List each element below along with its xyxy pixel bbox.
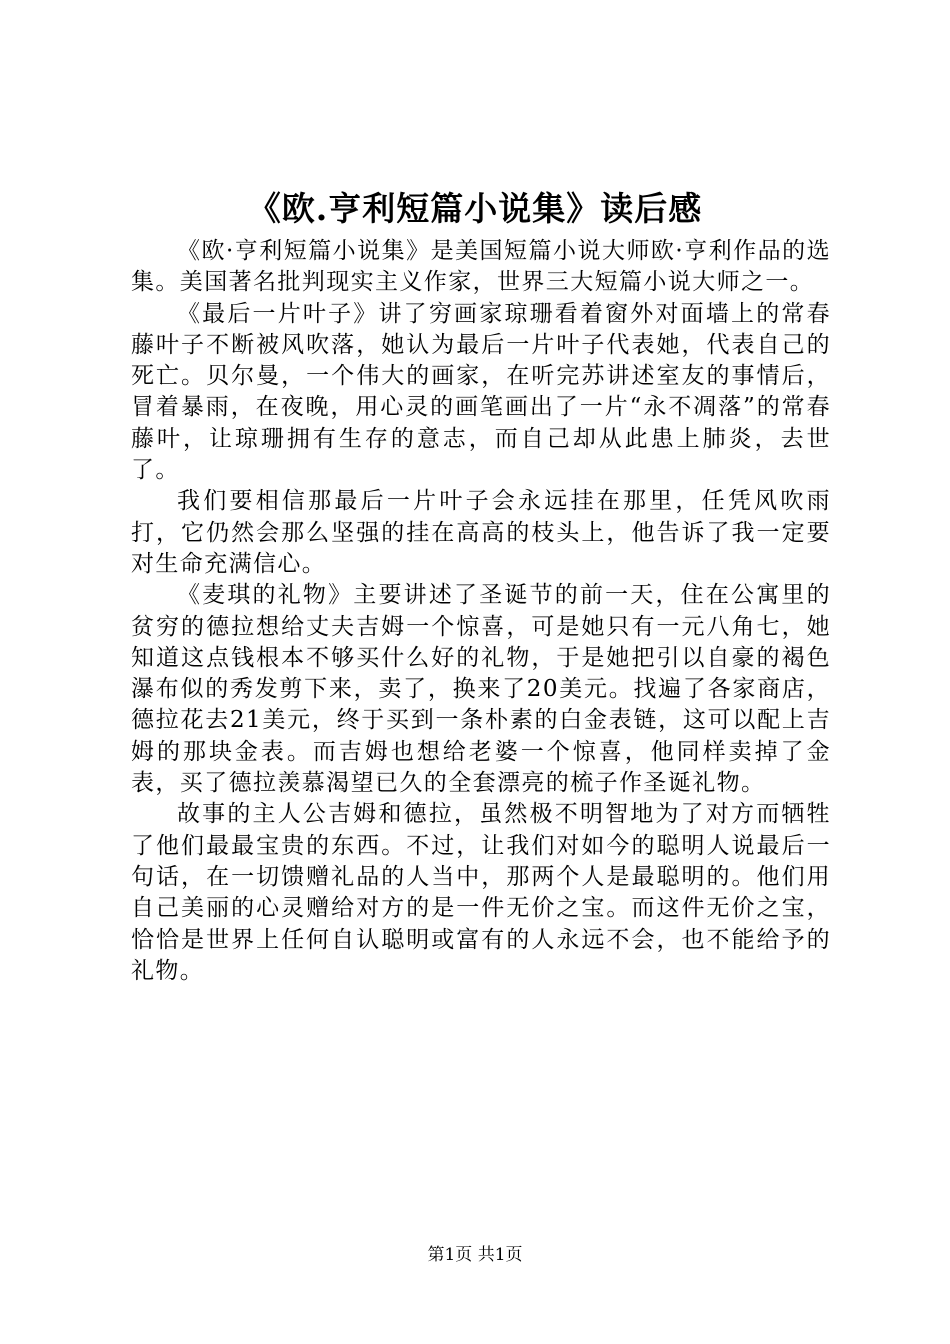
document-body	[131, 236, 831, 987]
paragraph-last-leaf: 《最后一片叶子》讲了穷画家琼珊看着窗外对面墙上的常春藤叶子不断被风吹落，她认为最后一片叶子代表她，代表自己的死亡。贝尔曼，一个伟大的画家，在听完苏讲述室友的事情后，冒着暴雨，在夜晚，用心灵的画笔画出了一片“永不凋落”的常春藤叶，让琼珊拥有生存的意志，而自己却从此患上肺炎，去世了。	[131, 300, 831, 484]
paragraph-conclusion: 故事的主人公吉姆和德拉，虽然极不明智地为了对方而牺牲了他们最最宝贵的东西。不过，让我们对如今的聪明人说最后一句话，在一切馈赠礼品的人当中，那两个人是最聪明的。他们用自己美丽的心灵赠给对方的是一件无价之宝。而这件无价之宝，恰恰是世界上任何自认聪明或富有的人永远不会，也不能给予的礼物。	[131, 801, 831, 984]
document-title: 《欧.亨利短篇小说集》读后感	[247, 189, 703, 228]
paragraph-intro: 《欧·亨利短篇小说集》是美国短篇小说大师欧·亨利作品的选集。美国著名批判现实主义作家，世界三大短篇小说大师之一。	[131, 238, 831, 296]
paragraph-gift-of-magi: 《麦琪的礼物》主要讲述了圣诞节的前一天，住在公寓里的贫穷的德拉想给丈夫吉姆一个惊喜，可是她只有一元八角七，她知道这点钱根本不够买什么好的礼物，于是她把引以自豪的褐色瀑布似的秀发剪下来，卖了，换来了20美元。找遍了各家商店，德拉花去21美元，终于买到一条朴素的白金表链，这可以配上吉姆的那块金表。而吉姆也想给老婆一个惊喜，他同样卖掉了金表，买了德拉羡慕渴望已久的全套漂亮的梳子作圣诞礼物。	[131, 582, 831, 797]
paragraph-reflection-leaf: 我们要相信那最后一片叶子会永远挂在那里，任凭风吹雨打，它仍然会那么坚强的挂在高高的枝头上，他告诉了我一定要对生命充满信心。	[131, 488, 831, 577]
page-number-footer: 第1页 共1页	[427, 1245, 523, 1265]
